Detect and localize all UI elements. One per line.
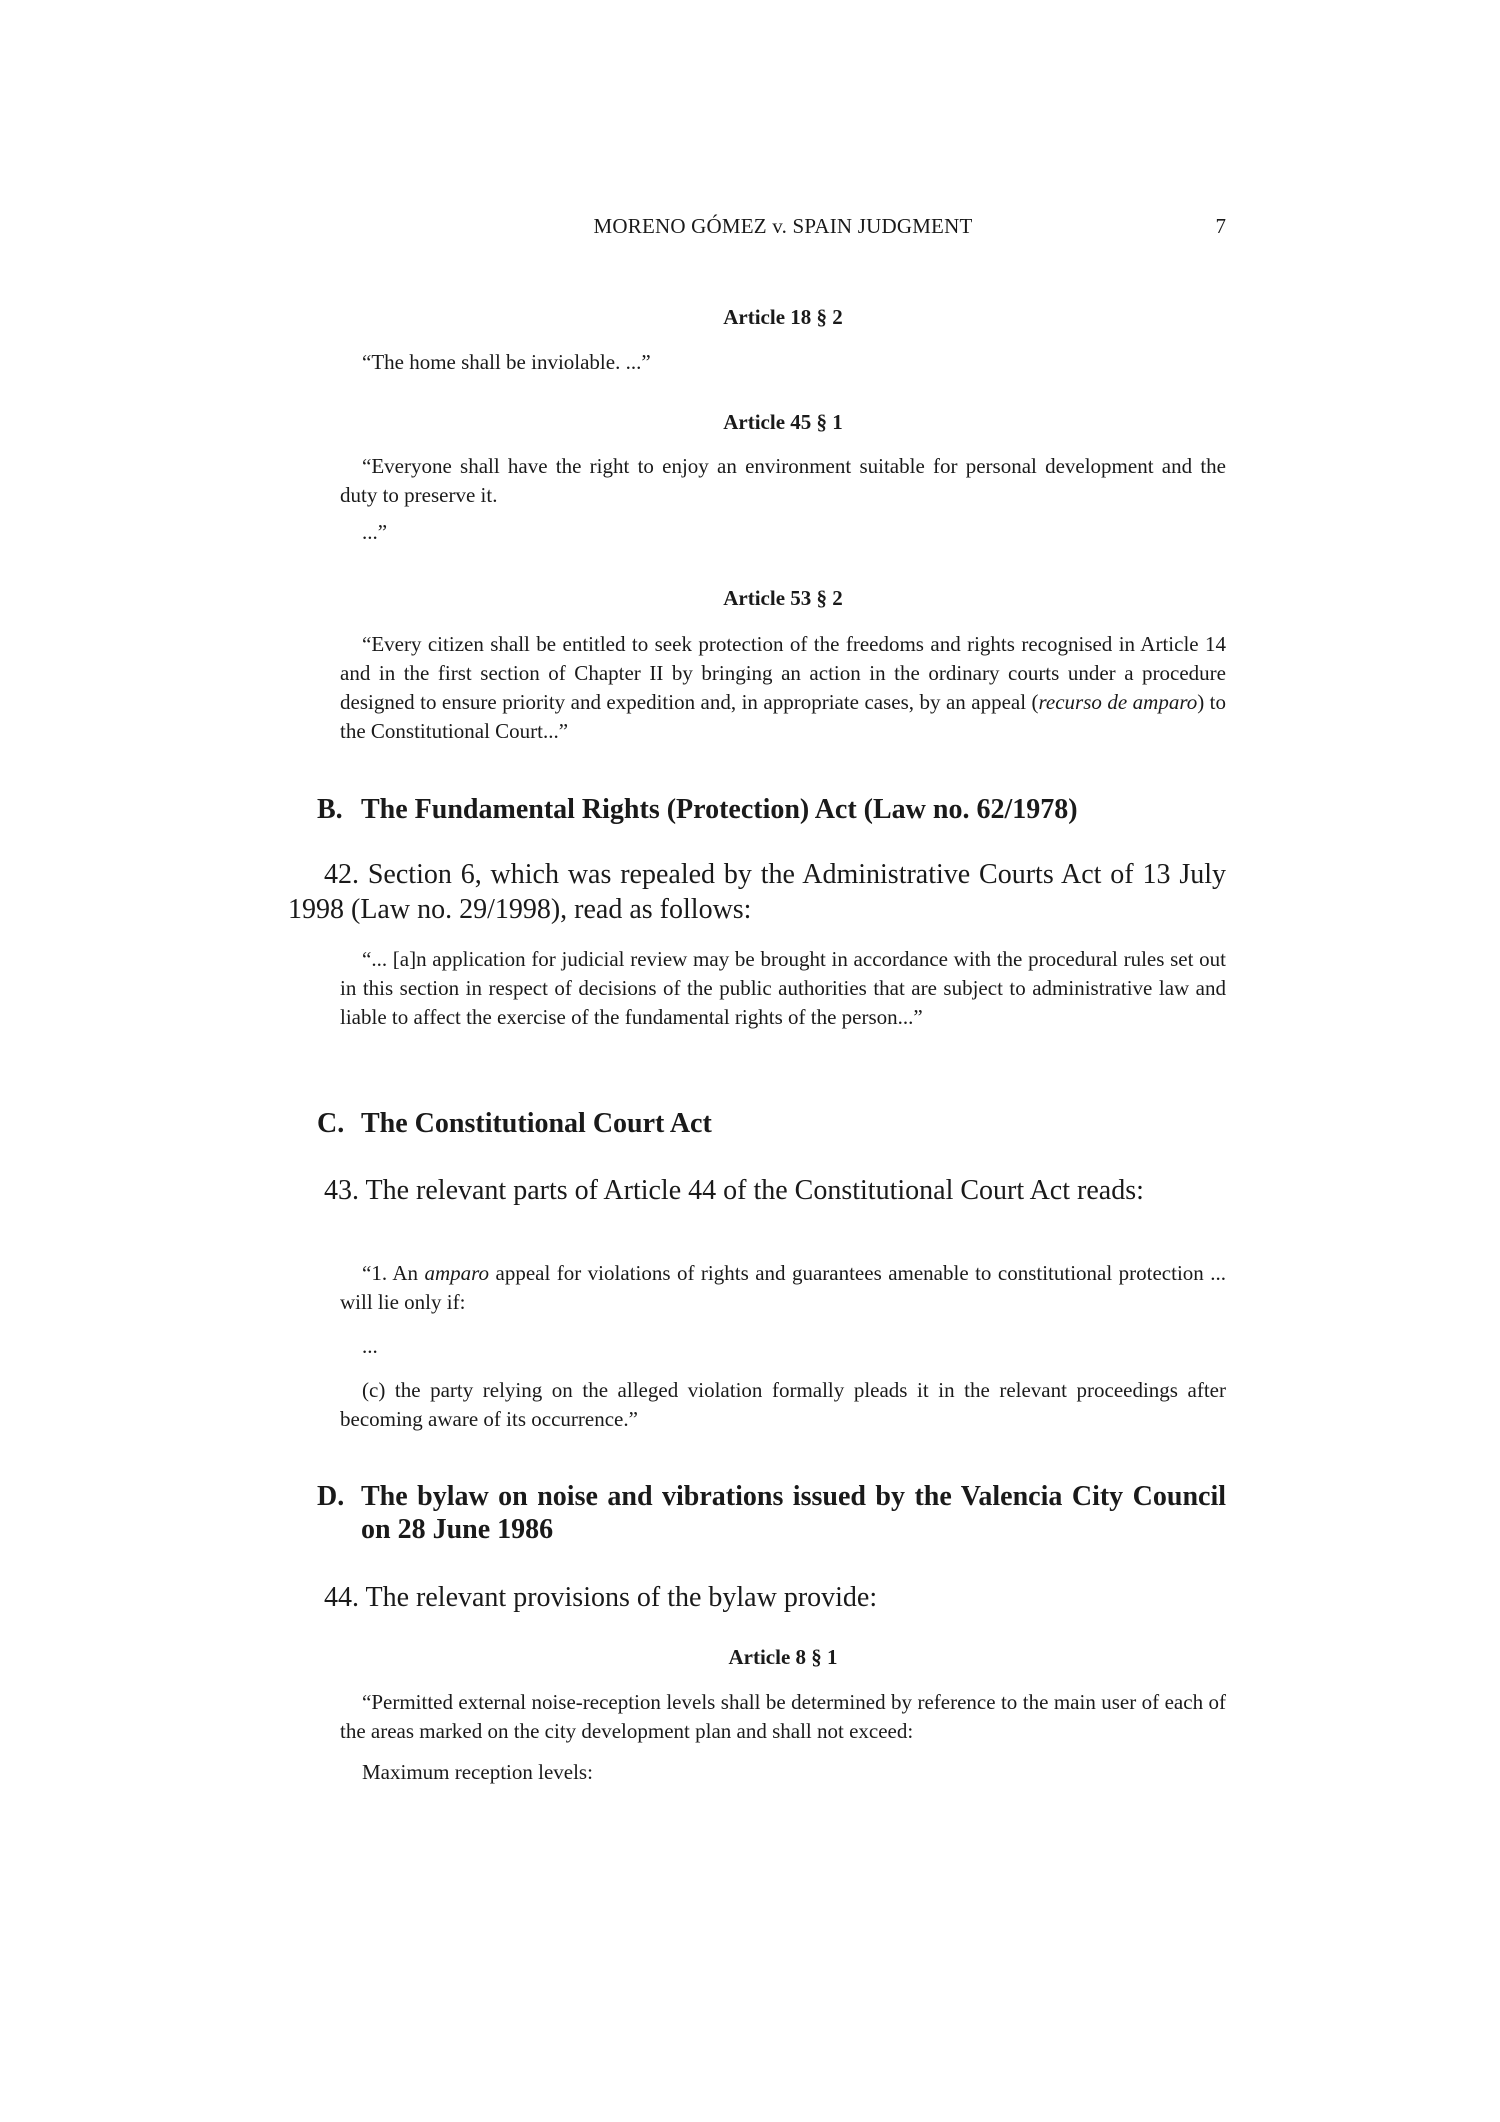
section-c-letter: C. [317,1108,345,1139]
article-53-text-before: “Every citizen shall be entitled to seek protection of the freedoms and rights recognised in Article 14 and in the first section of Chapter II by bringing an action in the ordinary courts under a procedure designed to ensure priority and expedition and, in appropriate cases, by an appeal ( [340,632,1226,714]
section-c-quote-2: (c) the party relying on the alleged violation formally pleads it in the relevant proceedings after becoming aware of its occurrence.” [340,1378,1226,1431]
section-c-quote-1-after: appeal for violations of rights and guarantees amenable to constitutional protection ... will lie only if: [340,1261,1226,1314]
section-b-quote-block [340,945,1226,1032]
section-b-quote: “... [a]n application for judicial review may be brought in accordance with the procedural rules set out in this section in respect of decisions of the public authorities that are subject to administrative law and liable to affect the exercise of the fundamental rights of the person...” [340,947,1226,1029]
section-d-heading [317,1480,1226,1546]
paragraph-44-text: The relevant provisions of the bylaw provide: [365,1582,878,1613]
section-c-heading [317,1107,1226,1140]
article-45-ellipsis: ...” [362,520,388,544]
running-header-title: MORENO GÓMEZ v. SPAIN JUDGMENT [593,214,973,238]
paragraph-43 [288,1173,1226,1208]
article-45-heading: Article 45 § 1 [723,410,843,434]
paragraph-44-number: 44. [324,1582,359,1613]
section-b-letter: B. [317,794,343,825]
article-53-text-italic: recurso de amparo [1038,690,1198,714]
article-53-quote [340,630,1226,746]
article-53-text-after: ) to the Constitutional Court...” [340,690,1227,743]
article-8-heading: Article 8 § 1 [728,1645,838,1669]
paragraph-43-number: 43. [324,1175,359,1206]
section-d-letter: D. [317,1481,345,1512]
section-c-quote-1-italic: amparo [424,1261,490,1285]
page-number: 7 [1215,214,1226,238]
article-18-quote: “The home shall be inviolable. ...” [362,350,651,374]
article-8-subheading: Maximum reception levels: [362,1760,593,1784]
article-45-quote: “Everyone shall have the right to enjoy an environment suitable for personal development and the duty to preserve it. [340,454,1226,507]
article-8-block [340,1688,1226,1787]
section-c-quote-1 [340,1259,1226,1317]
section-d-title: The bylaw on noise and vibrations issued by the Valencia City Council on 28 June 1986 [361,1481,1226,1545]
section-b-heading [317,793,1226,826]
section-c-quote-1-before: “1. An [362,1261,425,1285]
section-b-title: The Fundamental Rights (Protection) Act (Law no. 62/1978) [361,794,1078,825]
article-45-block [340,452,1226,547]
paragraph-42 [288,857,1226,927]
article-53-block [340,630,1226,746]
article-8-quote: “Permitted external noise-reception levels shall be determined by reference to the main user of each of the areas marked on the city development plan and shall not exceed: [340,1690,1226,1743]
paragraph-44 [288,1580,1226,1615]
paragraph-42-number: 42. [324,859,359,890]
article-18-heading: Article 18 § 2 [723,305,843,329]
paragraph-43-text: The relevant parts of Article 44 of the Constitutional Court Act reads: [365,1175,1144,1206]
section-c-quote-block [340,1259,1226,1434]
paragraph-42-text: Section 6, which was repealed by the Administrative Courts Act of 13 July 1998 (Law no. 29/1998), read as follows: [288,859,1227,925]
article-53-heading: Article 53 § 2 [723,586,843,610]
section-c-title: The Constitutional Court Act [361,1108,712,1139]
article-18-text [340,348,1226,377]
section-c-ellipsis: ... [362,1334,378,1358]
